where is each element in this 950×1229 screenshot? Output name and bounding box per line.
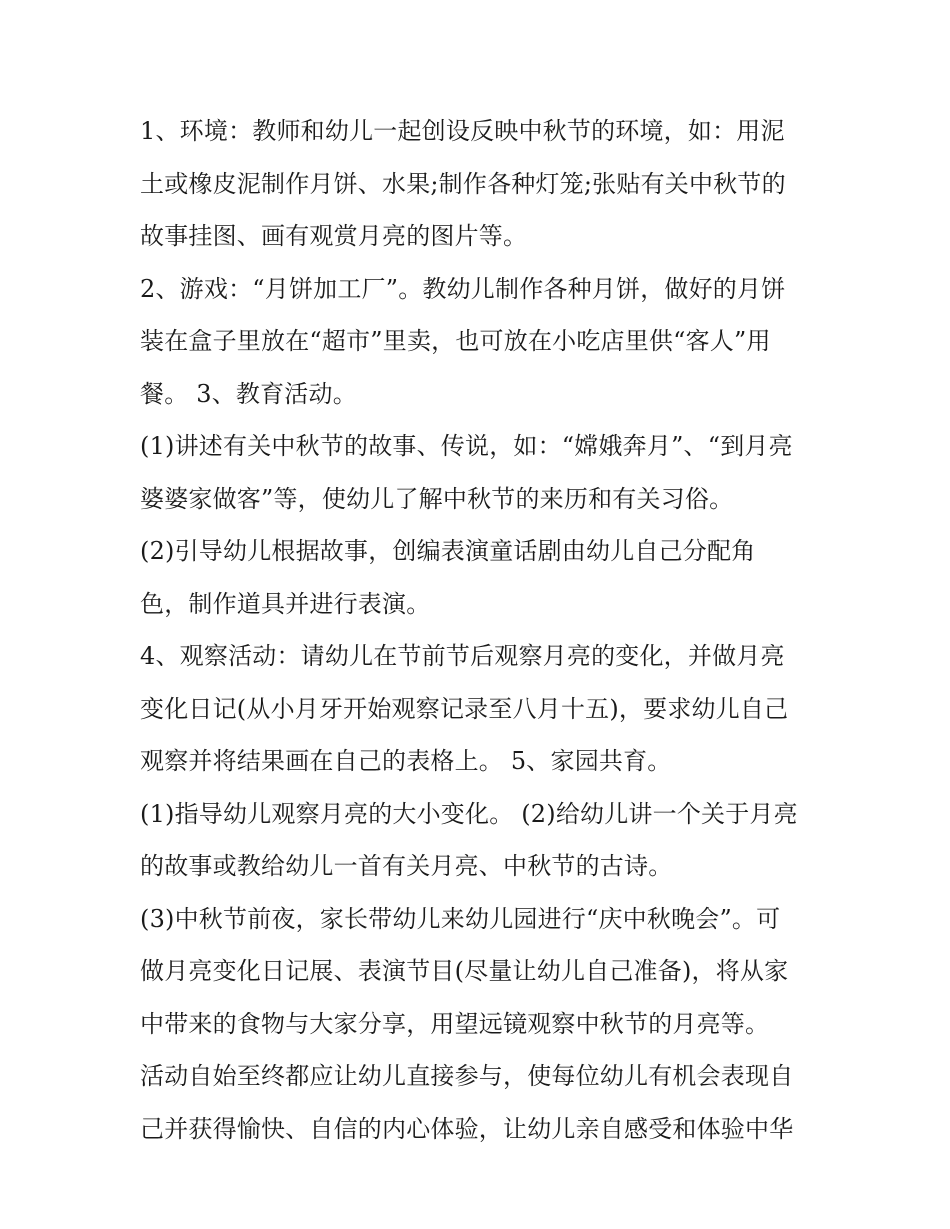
text-line: 餐。 3、教育活动。 [140,379,357,408]
text-line: 变化日记(从小月牙开始观察记录至八月十五)，要求幼儿自己 [140,694,789,723]
text-line: 活动自始至终都应让幼儿直接参与，使每位幼儿有机会表现自 [140,1062,794,1090]
text-line: 的故事或教给幼儿一首有关月亮、中秋节的古诗。 [140,852,673,880]
text-line: 色，制作道具并进行表演。 [140,589,431,618]
text-line: 4、观察活动：请幼儿在节前节后观察月亮的变化，并做月亮 [140,642,785,670]
text-line: (1)讲述有关中秋节的故事、传说，如：“嫦娥奔月”、“到月亮 [140,432,793,460]
text-line: 土或橡皮泥制作月饼、水果;制作各种灯笼;张贴有关中秋节的 [140,169,786,198]
document-body [140,112,820,1162]
text-line: 故事挂图、画有观赏月亮的图片等。 [140,222,528,250]
text-line: 己并获得愉快、自信的内心体验，让幼儿亲自感受和体验中华 [140,1114,794,1143]
text-line: 婆婆家做客”等，使幼儿了解中秋节的来历和有关习俗。 [140,484,734,513]
text-line: 装在盒子里放在“超市”里卖，也可放在小吃店里供“客人”用 [140,327,771,355]
text-line: 1、环境：教师和幼儿一起创设反映中秋节的环境，如：用泥 [140,117,785,145]
text-line: (3)中秋节前夜，家长带幼儿来幼儿园进行“庆中秋晚会”。可 [140,904,781,933]
text-line: 2、游戏：“月饼加工厂”。教幼儿制作各种月饼，做好的月饼 [140,274,786,303]
text-line: (2)引导幼儿根据故事，创编表演童话剧由幼儿自己分配角 [140,537,756,565]
text-line: 做月亮变化日记展、表演节目(尽量让幼儿自己准备)，将从家 [140,957,789,985]
text-line: (1)指导幼儿观察月亮的大小变化。 (2)给幼儿讲一个关于月亮 [140,799,798,828]
text-line: 观察并将结果画在自己的表格上。 5、家园共育。 [140,747,672,775]
text-line: 中带来的食物与大家分享，用望远镜观察中秋节的月亮等。 [140,1009,770,1038]
